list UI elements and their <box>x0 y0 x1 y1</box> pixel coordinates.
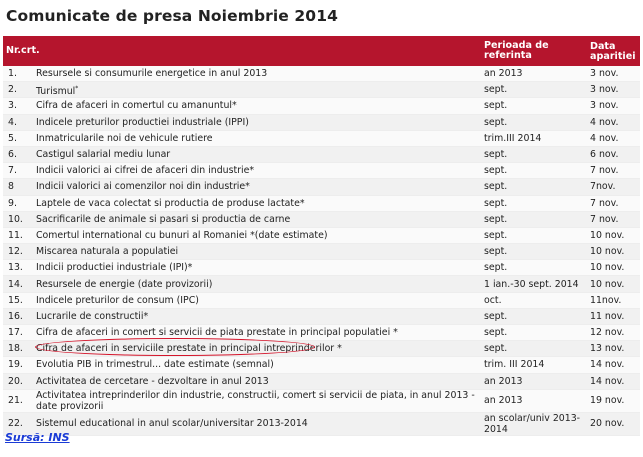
row-date: 7nov. <box>587 179 640 195</box>
row-name-text: Cifra de afaceri in comert si servicii de piata prestate in principal populatiei * <box>36 327 398 339</box>
row-name <box>36 357 481 373</box>
row-name-text: Evolutia PIB in trimestrul... date estimate (semnal) <box>36 359 274 371</box>
row-nr: 10. <box>3 211 36 227</box>
row-name <box>36 244 481 260</box>
row-name <box>36 195 481 211</box>
row-date: 12 nov. <box>587 325 640 341</box>
row-nr: 13. <box>3 260 36 276</box>
row-name <box>36 260 481 276</box>
row-name-text: Inmatricularile noi de vehicule rutiere <box>36 132 213 144</box>
table-row <box>3 389 640 412</box>
row-period: sept. <box>481 211 587 227</box>
row-name <box>36 292 481 308</box>
table-row <box>3 357 640 373</box>
row-date: 11 nov. <box>587 308 640 324</box>
table-row <box>3 276 640 292</box>
row-date: 3 nov. <box>587 66 640 82</box>
table-row <box>3 227 640 243</box>
row-name <box>36 130 481 146</box>
row-period: sept. <box>481 308 587 324</box>
row-name-text: Castigul salarial mediu lunar <box>36 149 171 161</box>
table-row <box>3 308 640 324</box>
row-name-text: Turismul <box>36 85 76 97</box>
table-row <box>3 373 640 389</box>
row-name-text: Indicele preturilor de consum (IPC) <box>36 294 199 306</box>
table-row <box>3 292 640 308</box>
row-period: oct. <box>481 292 587 308</box>
row-nr: 4. <box>3 114 36 130</box>
row-date: 4 nov. <box>587 130 640 146</box>
row-date: 7 nov. <box>587 163 640 179</box>
table-header-row <box>3 36 640 66</box>
source-link[interactable]: Sursă: INS <box>5 431 70 444</box>
row-name-text: Resursele de energie (date provizorii) <box>36 278 213 290</box>
row-date: 14 nov. <box>587 373 640 389</box>
table-row <box>3 211 640 227</box>
row-nr: 15. <box>3 292 36 308</box>
row-period: an scolar/univ 2013-2014 <box>481 412 587 435</box>
row-name <box>36 341 481 357</box>
row-nr: 20. <box>3 373 36 389</box>
row-date: 3 nov. <box>587 82 640 98</box>
table-row <box>3 98 640 114</box>
row-date: 7 nov. <box>587 211 640 227</box>
header-date: Data aparitiei <box>587 36 640 66</box>
row-name <box>36 211 481 227</box>
row-date: 10 nov. <box>587 276 640 292</box>
table-row <box>3 130 640 146</box>
table-row <box>3 325 640 341</box>
table-row <box>3 412 640 435</box>
row-period: sept. <box>481 325 587 341</box>
row-period: sept. <box>481 98 587 114</box>
row-name-sup: * <box>75 84 79 92</box>
row-name <box>36 227 481 243</box>
row-date: 11nov. <box>587 292 640 308</box>
table-row <box>3 163 640 179</box>
row-nr: 21. <box>3 389 36 412</box>
row-name <box>36 179 481 195</box>
row-name-text: Indicele preturilor productiei industriale (IPPI) <box>36 116 249 128</box>
row-nr: 17. <box>3 325 36 341</box>
row-period: sept. <box>481 179 587 195</box>
row-name-text: Cifra de afaceri in serviciile prestate in principal intreprinderilor * <box>36 343 342 355</box>
row-name <box>36 66 481 82</box>
row-date: 10 nov. <box>587 244 640 260</box>
row-name-text: Comertul international cu bunuri al Romaniei *(date estimate) <box>36 229 328 241</box>
row-nr: 22. <box>3 412 36 435</box>
row-period: 1 ian.-30 sept. 2014 <box>481 276 587 292</box>
row-period: trim. III 2014 <box>481 357 587 373</box>
row-name <box>36 114 481 130</box>
table-row <box>3 341 640 357</box>
row-name-text: Laptele de vaca colectat si productia de produse lactate* <box>36 197 305 209</box>
header-period: Perioada de referinta <box>481 36 587 66</box>
table-row <box>3 66 640 82</box>
row-name-text: Indicii valorici ai comenzilor noi din industrie* <box>36 181 250 193</box>
row-nr: 8 <box>3 179 36 195</box>
header-nr: Nr.crt. <box>3 36 36 66</box>
row-period: an 2013 <box>481 373 587 389</box>
row-name-text: Indicii productiei industriale (IPI)* <box>36 262 193 274</box>
row-nr: 19. <box>3 357 36 373</box>
row-nr: 16. <box>3 308 36 324</box>
row-nr: 7. <box>3 163 36 179</box>
row-period: sept. <box>481 195 587 211</box>
row-period: sept. <box>481 244 587 260</box>
row-name-text: Activitatea intreprinderilor din industrie, constructii, comert si servicii de piata, in anul 2013 - date provizorii <box>36 389 475 412</box>
row-name-text: Indicii valorici ai cifrei de afaceri din industrie* <box>36 165 255 177</box>
row-nr: 5. <box>3 130 36 146</box>
page-title: Comunicate de presa Noiembrie 2014 <box>6 7 338 25</box>
row-date: 10 nov. <box>587 227 640 243</box>
row-date: 14 nov. <box>587 357 640 373</box>
row-period: sept. <box>481 260 587 276</box>
row-period: an 2013 <box>481 389 587 412</box>
table-row <box>3 146 640 162</box>
row-name <box>36 389 481 412</box>
row-name <box>36 308 481 324</box>
row-name <box>36 98 481 114</box>
row-name-text: Sacrificarile de animale si pasari si productia de carne <box>36 213 291 225</box>
table-row <box>3 260 640 276</box>
row-name-text: Cifra de afaceri in comertul cu amanuntul* <box>36 100 237 112</box>
row-name-text: Activitatea de cercetare - dezvoltare in anul 2013 <box>36 375 269 387</box>
row-period: sept. <box>481 114 587 130</box>
row-nr: 3. <box>3 98 36 114</box>
row-period: trim.III 2014 <box>481 130 587 146</box>
row-nr: 9. <box>3 195 36 211</box>
header-name <box>36 36 481 66</box>
row-name <box>36 163 481 179</box>
row-nr: 12. <box>3 244 36 260</box>
row-date: 6 nov. <box>587 146 640 162</box>
table-row <box>3 82 640 98</box>
row-date: 3 nov. <box>587 98 640 114</box>
row-period: sept. <box>481 163 587 179</box>
row-name <box>36 82 481 98</box>
row-nr: 1. <box>3 66 36 82</box>
press-releases-table <box>3 36 640 436</box>
row-period: sept. <box>481 227 587 243</box>
row-period: an 2013 <box>481 66 587 82</box>
row-name <box>36 146 481 162</box>
row-period: sept. <box>481 146 587 162</box>
row-date: 4 nov. <box>587 114 640 130</box>
row-name <box>36 325 481 341</box>
table-row <box>3 179 640 195</box>
row-date: 10 nov. <box>587 260 640 276</box>
row-nr: 11. <box>3 227 36 243</box>
row-nr: 18. <box>3 341 36 357</box>
table-row <box>3 244 640 260</box>
row-name <box>36 373 481 389</box>
row-name <box>36 276 481 292</box>
row-name <box>36 412 481 435</box>
table-row <box>3 195 640 211</box>
row-date: 20 nov. <box>587 412 640 435</box>
table-row <box>3 114 640 130</box>
row-period: sept. <box>481 82 587 98</box>
row-period: sept. <box>481 341 587 357</box>
row-date: 19 nov. <box>587 389 640 412</box>
row-name-text: Resursele si consumurile energetice in anul 2013 <box>36 68 268 80</box>
row-name-text: Lucrarile de constructii* <box>36 310 149 322</box>
row-date: 13 nov. <box>587 341 640 357</box>
row-nr: 14. <box>3 276 36 292</box>
row-name-text: Sistemul educational in anul scolar/universitar 2013-2014 <box>36 418 308 430</box>
row-name-text: Miscarea naturala a populatiei <box>36 246 179 258</box>
row-date: 7 nov. <box>587 195 640 211</box>
row-nr: 6. <box>3 146 36 162</box>
row-nr: 2. <box>3 82 36 98</box>
